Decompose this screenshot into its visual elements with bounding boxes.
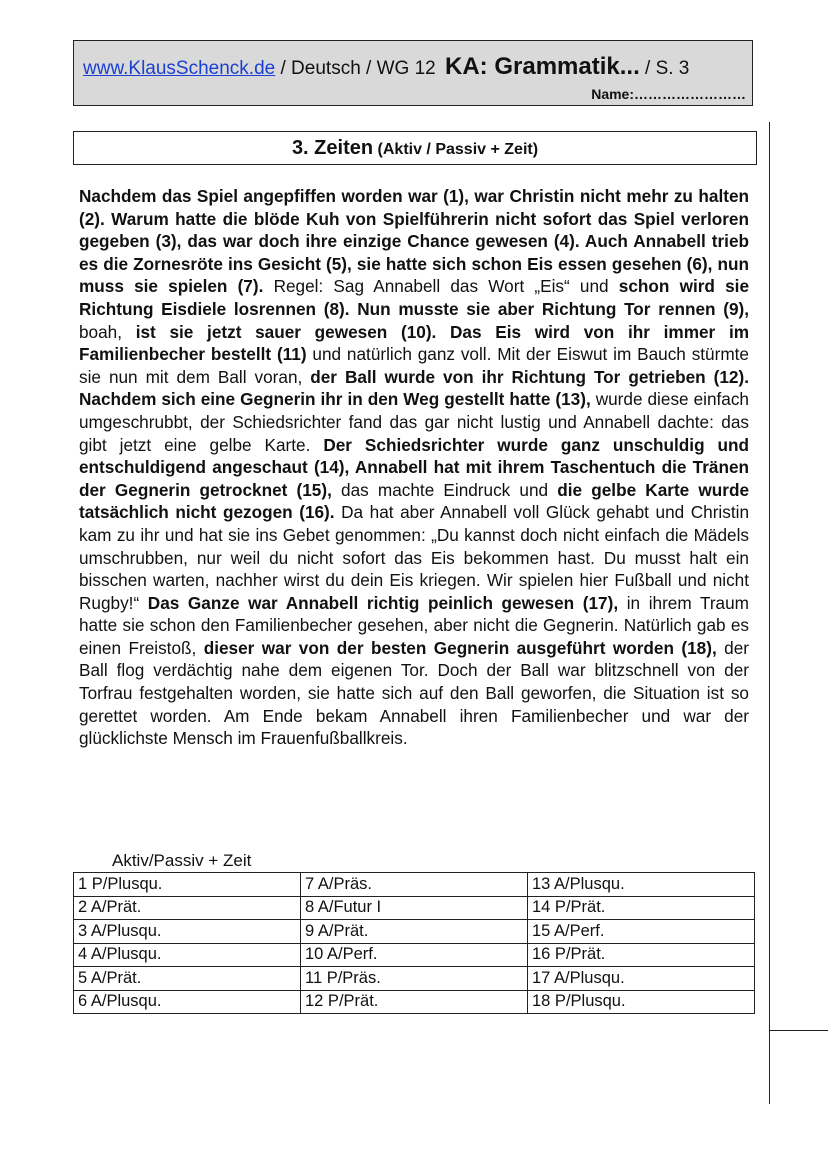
- table-caption: Aktiv/Passiv + Zeit: [112, 851, 252, 870]
- site-link[interactable]: www.KlausSchenck.de: [83, 58, 276, 79]
- breadcrumb-class: / WG 12: [366, 58, 436, 79]
- table-cell: 11 P/Präs.: [301, 967, 528, 991]
- table-cell: 14 P/Prät.: [528, 896, 755, 920]
- table-cell: 16 P/Prät.: [528, 943, 755, 967]
- breadcrumb-deutsch: / Deutsch: [280, 58, 361, 79]
- text-segment: das machte Eindruck und: [331, 479, 558, 500]
- text-segment: und natürlich ganz voll. Mit der Eiswut im Bauch stürmte sie nun mit dem Ball voran,: [79, 344, 749, 387]
- bold-text-segment: Der Schiedsrichter wurde ganz unschuldig und entschuldigend angeschaut (14), Annabell hat mit ihrem Taschentuch die Tränen der Gegnerin getrocknet (15),: [79, 434, 749, 500]
- header-line: [83, 53, 689, 81]
- text-segment: in ihrem Traum hatte sie schon den Familienbecher gesehen, aber nicht die Gegnerin. Natürlich gab es einen Freistoß,: [79, 592, 749, 658]
- table-cell: 5 A/Prät.: [74, 967, 301, 991]
- table-row: [74, 990, 755, 1014]
- table-row: [74, 943, 755, 967]
- bold-text-segment: Das Ganze war Annabell richtig peinlich gewesen (17),: [147, 592, 619, 613]
- table-cell: 13 A/Plusqu.: [528, 873, 755, 897]
- table-cell: 8 A/Futur I: [301, 896, 528, 920]
- table-cell: 18 P/Plusqu.: [528, 990, 755, 1014]
- bold-text-segment: die gelbe Karte wurde tatsächlich nicht gezogen (16).: [79, 479, 750, 523]
- table-cell: 1 P/Plusqu.: [74, 873, 301, 897]
- table-cell: 17 A/Plusqu.: [528, 967, 755, 991]
- table-cell: 12 P/Prät.: [301, 990, 528, 1014]
- table-cell: 4 A/Plusqu.: [74, 943, 301, 967]
- page-number: / S. 3: [645, 58, 690, 79]
- text-segment: wurde diese einfach umgeschrubbt, der Schiedsrichter fand das gar nicht lustig und Annabell dachte: das gibt jetzt eine gelbe Karte.: [79, 389, 749, 455]
- margin-rule: [769, 122, 770, 1104]
- table-cell: 9 A/Prät.: [301, 920, 528, 944]
- table-cell: 6 A/Plusqu.: [74, 990, 301, 1014]
- table-row: [74, 873, 755, 897]
- bold-text-segment: der Ball wurde von ihr Richtung Tor getrieben (12). Nachdem sich eine Gegnerin ihr in den Weg gestellt hatte (13),: [79, 366, 749, 410]
- section-title: 3. Zeiten: [291, 137, 374, 159]
- bold-text-segment: Nachdem das Spiel angepfiffen worden war (1), war Christin nicht mehr zu halten (2). Warum hatte die blöde Kuh von Spielführerin nicht sofort das Spiel verloren gegeben (3), das war doch ihre einzige Chance gewesen (4). Auch Annabell trieb es die Zornesröte ins Gesicht (5), sie hatte sich schon Eis essen gesehen (6), nun muss sie spielen (7).: [79, 186, 749, 297]
- answer-table: [73, 872, 755, 1014]
- table-row: [74, 920, 755, 944]
- bold-text-segment: ist sie jetzt sauer gewesen (10). Das Eis wird von ihr immer im Familienbecher bestellt (11): [79, 321, 749, 365]
- bold-text-segment: dieser war von der besten Gegnerin ausgeführt worden (18),: [203, 637, 717, 658]
- text-segment: boah,: [79, 321, 136, 342]
- table-row: [74, 967, 755, 991]
- table-cell: 7 A/Präs.: [301, 873, 528, 897]
- table-row: [74, 896, 755, 920]
- text-segment: Da hat aber Annabell voll Glück gehabt und Christin kam zu ihr und hat sie ins Gebet genommen: „Du kannst doch nicht einfach die Mädels umschrubben, nur weil du nicht sofort das Eis bekommen hast. Du musst halt ein bisschen warten, nachher wirst du dein Eis kriegen. Wir spielen hier Fußball und nicht Rugby!“: [79, 502, 749, 613]
- name-field-label: Name:……………………: [591, 86, 746, 102]
- bold-text-segment: schon wird sie Richtung Eisdiele losrennen (8). Nun musste sie aber Richtung Tor rennen (9),: [79, 276, 750, 319]
- exercise-text: [79, 185, 749, 750]
- text-segment: der Ball flog verdächtig nahe dem eigenen Tor. Doch der Ball war blitzschnell von der Torfrau festgehalten worden, sie hatte sich auf den Ball geworfen, die Situation ist so gerettet worden. Am Ende bekam Annabell ihren Familienbecher und war der glücklichste Mensch im Frauenfußballkreis.: [79, 637, 749, 749]
- table-cell: 3 A/Plusqu.: [74, 920, 301, 944]
- section-heading: [73, 131, 757, 165]
- table-cell: 10 A/Perf.: [301, 943, 528, 967]
- table-cell: 15 A/Perf.: [528, 920, 755, 944]
- table-cell: 2 A/Prät.: [74, 896, 301, 920]
- margin-rule-tab: [769, 1030, 828, 1031]
- document-title: KA: Grammatik...: [445, 53, 640, 80]
- page-header: [73, 40, 753, 106]
- text-segment: Regel: Sag Annabell das Wort „Eis“ und: [263, 276, 619, 297]
- section-subtitle: (Aktiv / Passiv + Zeit): [377, 141, 539, 158]
